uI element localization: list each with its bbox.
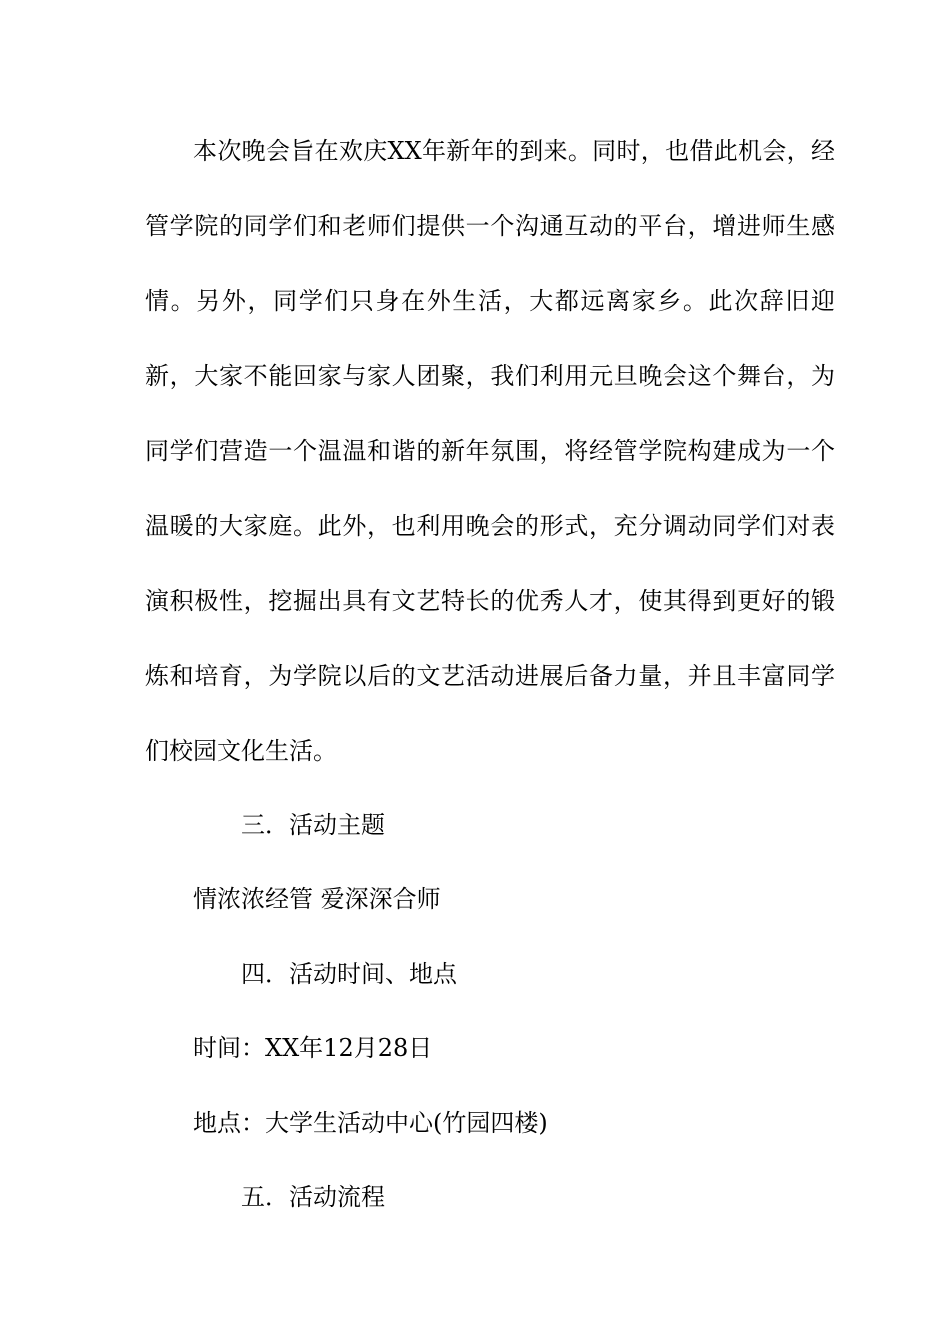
section-heading-process: 五．活动流程: [241, 1183, 385, 1211]
intro-paragraph: 本次晚会旨在欢庆XX年新年的到来。同时，也借此机会，经管学院的同学们和老师们提供一个沟通互动的平台，增进师生感情。另外，同学们只身在外生活，大都远离家乡。此次辞旧迎新，大家不能回家与家人团聚，我们利用元旦晚会这个舞台，为同学们营造一个温温和谐的新年氛围，将经管学院构建成为一个温暖的大家庭。此外，也利用晚会的形式，充分调动同学们对表演积极性，挖掘出具有文艺特长的优秀人才，使其得到更好的锻炼和培育，为学院以后的文艺活动进展后备力量，并且丰富同学们校园文化生活。: [145, 137, 835, 765]
time-text: 时间：XX年12月28日: [193, 1034, 433, 1062]
place-text: 地点：大学生活动中心(竹园四楼): [193, 1109, 548, 1137]
theme-text: 情浓浓经管 爱深深合师: [193, 885, 441, 913]
section-heading-theme: 三．活动主题: [241, 811, 385, 839]
section-heading-time-place: 四．活动时间、地点: [241, 960, 457, 988]
